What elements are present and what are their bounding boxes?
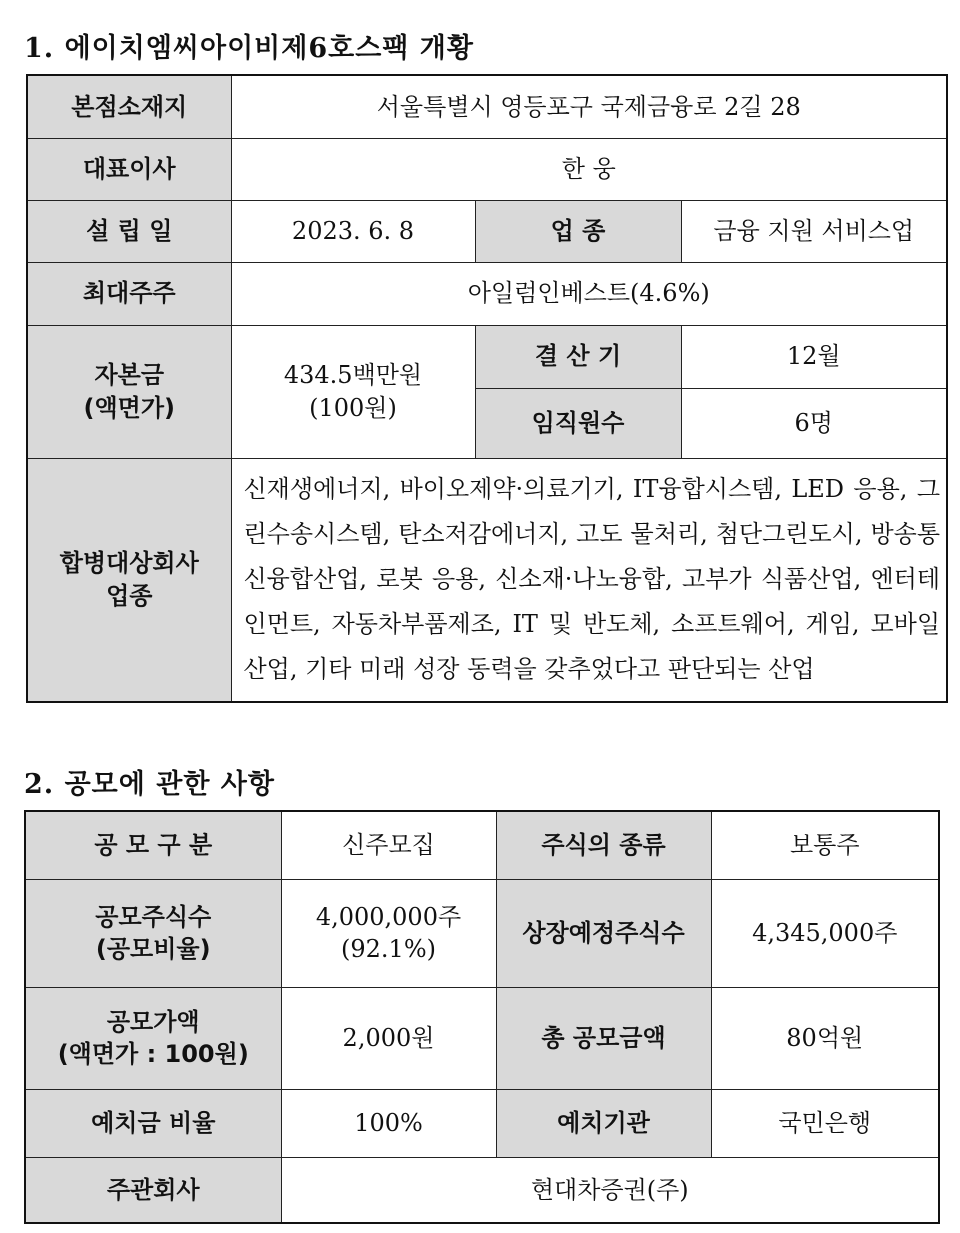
offer-price-label [25, 987, 281, 1089]
shareholder-value: 아일럼인베스트(4.6%) [231, 262, 947, 325]
listing-shares-value: 4,345,000주 [711, 879, 939, 987]
offered-shares-value-line1: 4,000,000주 [315, 902, 462, 931]
section-title-overview: 1. 에이치엠씨아이비제6호스팩 개황 [24, 33, 474, 64]
industry-label: 업 종 [475, 200, 681, 262]
capital-value-line1: 434.5백만원 [283, 361, 423, 390]
shareholder-label: 최대주주 [27, 262, 231, 325]
table-row [27, 325, 947, 388]
fiscal-label: 결 산 기 [475, 325, 681, 388]
merger-label-line1: 합병대상회사 [59, 549, 199, 578]
table-row [25, 811, 939, 879]
offering-type-label: 공 모 구 분 [25, 811, 281, 879]
hq-label: 본점소재지 [27, 75, 231, 138]
capital-label-line1: 자본금 [94, 361, 165, 390]
founded-label: 설 립 일 [27, 200, 231, 262]
merger-label-line2: 업종 [106, 581, 153, 610]
capital-value-line2: (100원) [309, 393, 397, 422]
escrow-bank-value: 국민은행 [711, 1089, 939, 1157]
offering-type-value: 신주모집 [281, 811, 496, 879]
underwriter-label: 주관회사 [25, 1157, 281, 1223]
merger-label [27, 458, 231, 702]
escrow-ratio-label: 예치금 비율 [25, 1089, 281, 1157]
stock-kind-label: 주식의 종류 [496, 811, 711, 879]
total-offering-value: 80억원 [711, 987, 939, 1089]
company-overview-table [26, 74, 948, 703]
section-title-offering: 2. 공모에 관한 사항 [24, 769, 275, 800]
table-row [27, 262, 947, 325]
offer-price-value: 2,000원 [281, 987, 496, 1089]
merger-industries-value: 신재생에너지, 바이오제약·의료기기, IT융합시스템, LED 응용, 그린수송시스템, 탄소저감에너지, 고도 물처리, 첨단그린도시, 방송통신융합산업, 로봇 응용, 신소재·나노융합, 고부가 식품산업, 엔터테인먼트, 자동차부품제조, IT 및 반도체, 소프트웨어, 게임, 모바일 산업, 기타 미래 성장 동력을 갖추었다고 판단되는 산업 [231, 458, 947, 702]
offered-shares-label [25, 879, 281, 987]
escrow-ratio-value: 100% [281, 1089, 496, 1157]
table-row [25, 879, 939, 987]
capital-label [27, 325, 231, 458]
table-row [25, 987, 939, 1089]
offered-shares-label-line2: (공모비율) [95, 935, 211, 963]
table-row [27, 75, 947, 138]
fiscal-value: 12월 [681, 325, 947, 388]
offered-shares-label-line1: 공모주식수 [95, 902, 212, 931]
hq-value: 서울특별시 영등포구 국제금융로 2길 28 [231, 75, 947, 138]
employees-label: 임직원수 [475, 388, 681, 458]
offer-price-label-line2: (액면가 : 100원) [57, 1040, 249, 1068]
offer-price-label-line1: 공모가액 [106, 1007, 200, 1036]
table-row [27, 138, 947, 200]
offered-shares-value [281, 879, 496, 987]
capital-value [231, 325, 475, 458]
employees-value: 6명 [681, 388, 947, 458]
table-row [27, 200, 947, 262]
capital-label-line2: (액면가) [83, 393, 175, 422]
offering-table [24, 810, 940, 1224]
founded-value: 2023. 6. 8 [231, 200, 475, 262]
underwriter-value: 현대차증권(주) [281, 1157, 939, 1223]
ceo-label: 대표이사 [27, 138, 231, 200]
listing-shares-label: 상장예정주식수 [496, 879, 711, 987]
table-row [27, 458, 947, 702]
escrow-bank-label: 예치기관 [496, 1089, 711, 1157]
offered-shares-value-line2: (92.1%) [341, 935, 436, 963]
industry-value: 금융 지원 서비스업 [681, 200, 947, 262]
table-row [25, 1089, 939, 1157]
table-row [25, 1157, 939, 1223]
ceo-value: 한 웅 [231, 138, 947, 200]
total-offering-label: 총 공모금액 [496, 987, 711, 1089]
stock-kind-value: 보통주 [711, 811, 939, 879]
